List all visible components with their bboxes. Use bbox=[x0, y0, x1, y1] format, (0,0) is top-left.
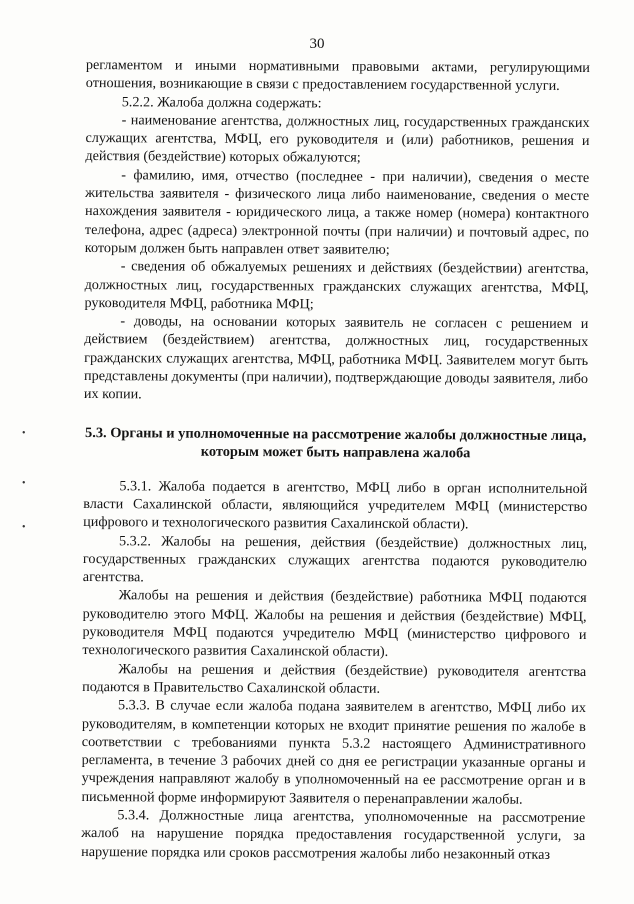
paragraph: регламентом и иными нормативными правовыми актами, регулирующими отношения, возникающие в связи с предоставлением государственной услуги. bbox=[85, 56, 590, 95]
paragraph: 5.3.4. Должностные лица агентства, уполномоченные на рассмотрение жалоб на нарушение порядка предоставления государственной услуги, за нарушение порядка или сроков рассмотрения жалобы либо незаконный отказ bbox=[81, 807, 586, 863]
paragraph: 5.2.2. Жалоба должна содержать: bbox=[121, 93, 322, 112]
section-heading: 5.3. Органы и уполномоченные на рассмотрение жалобы должностные лица, которым может быть направлена жалоба bbox=[85, 424, 587, 462]
paragraph: 5.3.2. Жалобы на решения, действия (бездействие) должностных лиц, государственных гражданских служащих агентства подаются руководителю агентства. bbox=[82, 532, 588, 586]
paragraph: 5.3.3. В случае если жалоба подана заявителем в агентство, МФЦ либо их руководителям, в компетенции которых не входит принятие решения по жалобе в соответствии с требованиями пункта 5.3.2 настоящего Административного регламента, в течение 3 рабочих дней со дня ее регистрации указанные органы и учреждения направляют жалобу в уполномоченный на ее рассмотрение орган и в письменной форме информируют Заявителя о перенаправлении жалобы. bbox=[81, 697, 587, 808]
paragraph: Жалобы на решения и действия (бездействие) работника МФЦ подаются руководителю этого МФЦ. Жалобы на решения и действия (бездействие) МФЦ, руководителя МФЦ подаются учредителю МФЦ (министерство цифрового и технологического развития Сахалинской области). bbox=[82, 587, 587, 661]
document-body bbox=[81, 56, 590, 864]
page-number: 30 bbox=[309, 36, 325, 52]
list-item: - фамилию, имя, отчество (последнее - при наличии), сведения о месте жительства заявителя - физического лица либо наименование, сведения о месте нахождения заявителя - юридического лица, а также номер (номера) контактного телефона, адрес (адреса) электронной почты (при наличии) и почтовый адрес, по которым должен быть направлен ответ заявителю; bbox=[84, 166, 590, 258]
list-item: - сведения об обжалуемых решениях и действиях (бездействии) агентства, должностных лиц, государственных гражданских служащих агентства, МФЦ, руководителя МФЦ, работника МФЦ; bbox=[84, 258, 589, 313]
paragraph: Жалобы на решения и действия (бездействие) руководителя агентства подаются в Правительство Сахалинской области. bbox=[82, 660, 587, 697]
list-item: - доводы, на основании которых заявитель не согласен с решением и действием (бездействием) агентства, должностных лиц, государственных гражданских служащих агентства, МФЦ, работника МФЦ. Заявителем могут быть представлены документы (при наличии), подтверждающие доводы заявителя, либо их копии. bbox=[83, 313, 589, 403]
margin-mark: • bbox=[22, 428, 26, 439]
paragraph: 5.3.1. Жалоба подается в агентство, МФЦ либо в орган исполнительной власти Сахалинской области, являющийся учредителем МФЦ (министерство цифрового и технологического развития Сахалинской области). bbox=[83, 477, 588, 533]
list-item: - наименование агентства, должностных лиц, государственных гражданских служащих агентства, МФЦ, его руководителя и (или) работников, решения и действия (бездействие) которых обжалуются; bbox=[85, 112, 590, 167]
margin-mark: • bbox=[22, 522, 26, 533]
margin-mark: • bbox=[22, 478, 26, 489]
